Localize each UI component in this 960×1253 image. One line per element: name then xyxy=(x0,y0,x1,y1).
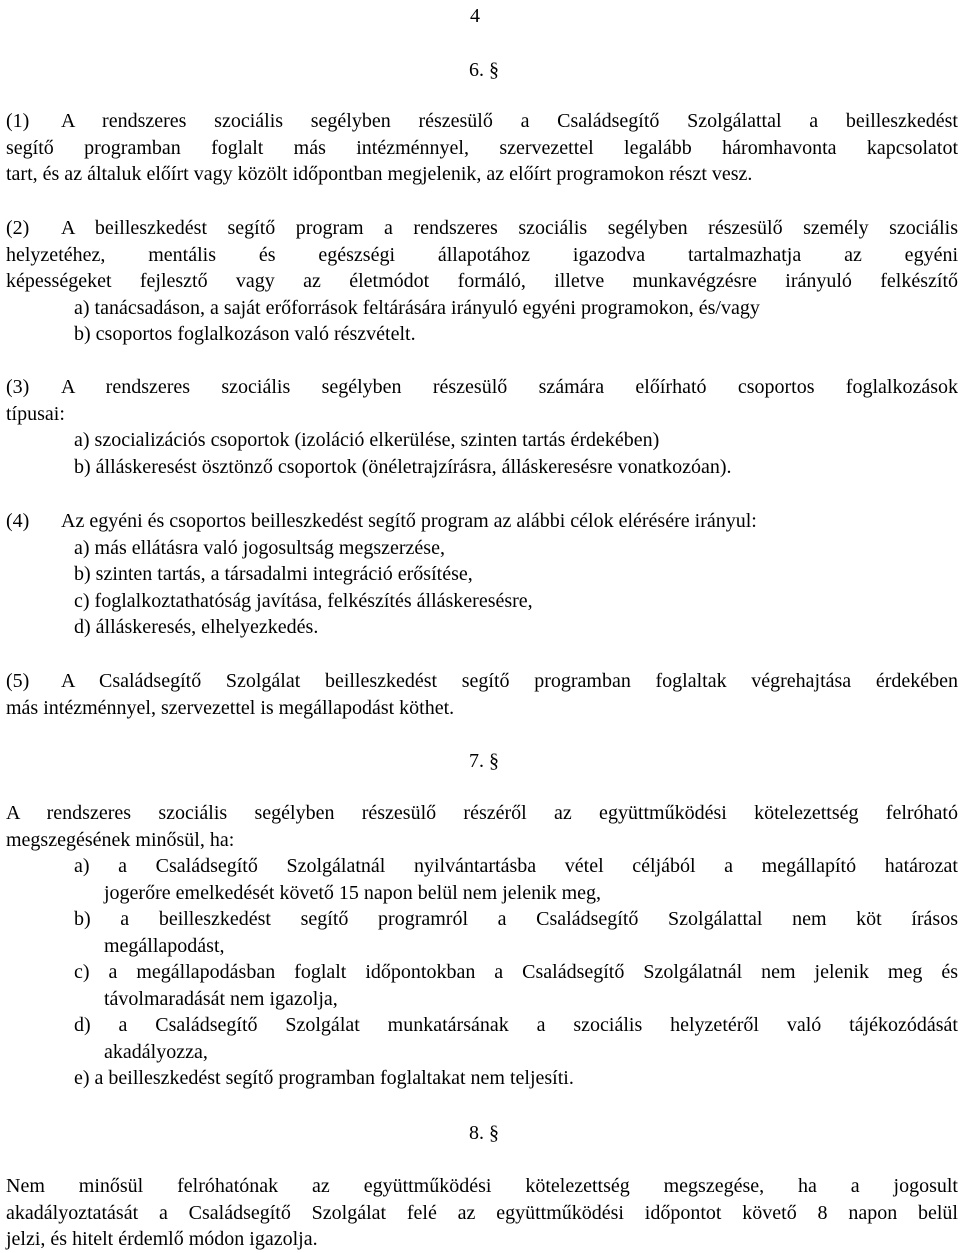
paragraph-number: (5) xyxy=(6,670,30,692)
paragraph-number: (2) xyxy=(6,217,30,239)
section-7-paragraph xyxy=(6,800,958,1092)
paragraph-line: A rendszeres szociális segélyben részesülő részéről az együttműködési kötelezettség felróható xyxy=(6,802,958,824)
paragraph-line: A rendszeres szociális segélyben részesülő számára előírható csoportos foglalkozások xyxy=(61,376,958,398)
section-6-heading: 6. § xyxy=(469,59,499,81)
section-8-heading: 8. § xyxy=(469,1122,499,1144)
section-8-paragraph xyxy=(6,1173,958,1253)
section-6-paragraph-1 xyxy=(6,108,958,188)
list-item: b) szinten tartás, a társadalmi integráció erősítése, xyxy=(74,563,473,585)
section-6-paragraph-3 xyxy=(6,374,958,480)
list-item xyxy=(6,1065,958,1092)
list-item xyxy=(6,853,958,880)
list-item-continuation: távolmaradását nem igazolja, xyxy=(104,987,338,1010)
section-7-heading: 7. § xyxy=(469,750,499,772)
list-item: c) foglalkoztathatóság javítása, felkészítés álláskeresésre, xyxy=(74,589,533,612)
paragraph-line: helyzetéhez, mentális és egészségi állapotához igazodva tartalmazhatja az egyéni xyxy=(6,243,958,266)
list-item-line: c) a megállapodásban foglalt időpontokban a Családsegítő Szolgálatnál nem jelenik meg és xyxy=(74,961,958,983)
paragraph-line: A beilleszkedést segítő program a rendszeres szociális segélyben részesülő személy szociális xyxy=(61,217,958,239)
paragraph-line: A Családsegítő Szolgálat beilleszkedést segítő programban foglaltak végrehajtása érdekében xyxy=(61,670,958,692)
paragraph-line: Az egyéni és csoportos beilleszkedést segítő program az alábbi célok elérésére irányul: xyxy=(61,510,757,532)
list-item: a) szocializációs csoportok (izoláció elkerülése, szinten tartás érdekében) xyxy=(74,429,660,451)
list-item-line: e) a beilleszkedést segítő programban foglaltakat nem teljesíti. xyxy=(74,1067,574,1089)
list-item-continuation: akadályozza, xyxy=(104,1040,208,1063)
paragraph-line: tart, és az általuk előírt vagy közölt időpontban megjelenik, az előírt programokon részt vesz. xyxy=(6,163,753,185)
paragraph-line: A rendszeres szociális segélyben részesülő a Családsegítő Szolgálattal a beilleszkedést xyxy=(61,110,958,132)
section-6-paragraph-2 xyxy=(6,215,958,348)
list-item: a) más ellátásra való jogosultság megszerzése, xyxy=(74,536,445,559)
list-item xyxy=(6,1012,958,1039)
paragraph-line: képességeket fejlesztő vagy az életmódot formáló, illetve munkavégzésre irányuló felkészítő xyxy=(6,270,958,292)
paragraph-number: (4) xyxy=(6,510,30,532)
list-item: d) álláskeresés, elhelyezkedés. xyxy=(74,616,319,638)
list-item-line: b) a beilleszkedést segítő programról a Családsegítő Szolgálattal nem köt írásos xyxy=(74,908,958,930)
paragraph-line: más intézménnyel, szervezettel is megállapodást köthet. xyxy=(6,696,455,719)
paragraph-line: jelzi, és hitelt érdemlő módon igazolja. xyxy=(6,1228,318,1250)
list-item: b) csoportos foglalkozáson való részvételt. xyxy=(74,323,416,345)
paragraph-line: Nem minősül felróhatónak az együttműködési kötelezettség megszegése, ha a jogosult xyxy=(6,1175,958,1197)
list-item-continuation: jogerőre emelkedését követő 15 napon belül nem jelenik meg, xyxy=(104,881,602,904)
list-item xyxy=(6,906,958,933)
paragraph-line: segítő programban foglalt más intézménnyel, szervezettel legalább háromhavonta kapcsolatot xyxy=(6,136,958,159)
page-number: 4 xyxy=(470,5,480,27)
list-item-line: a) a Családsegítő Szolgálatnál nyilvántartásba vétel céljából a megállapító határozat xyxy=(74,855,958,877)
list-item-continuation: megállapodást, xyxy=(104,934,225,957)
paragraph-number: (3) xyxy=(6,376,30,398)
paragraph-line: típusai: xyxy=(6,402,65,425)
paragraph-number: (1) xyxy=(6,110,30,132)
list-item: b) álláskeresést ösztönző csoportok (önéletrajzírásra, álláskeresésre vonatkozóan). xyxy=(74,455,732,478)
list-item xyxy=(6,959,958,986)
list-item-line: d) a Családsegítő Szolgálat munkatársának a szociális helyzetéről való tájékozódását xyxy=(74,1014,958,1036)
section-6-paragraph-4 xyxy=(6,508,958,641)
paragraph-line: megszegésének minősül, ha: xyxy=(6,828,235,851)
paragraph-line: akadályoztatását a Családsegítő Szolgálat felé az együttműködési időpontot követő 8 napon belül xyxy=(6,1201,958,1224)
list-item: a) tanácsadáson, a saját erőforrások feltárására irányuló egyéni programokon, és/vagy xyxy=(74,296,760,319)
section-6-paragraph-5 xyxy=(6,668,958,721)
